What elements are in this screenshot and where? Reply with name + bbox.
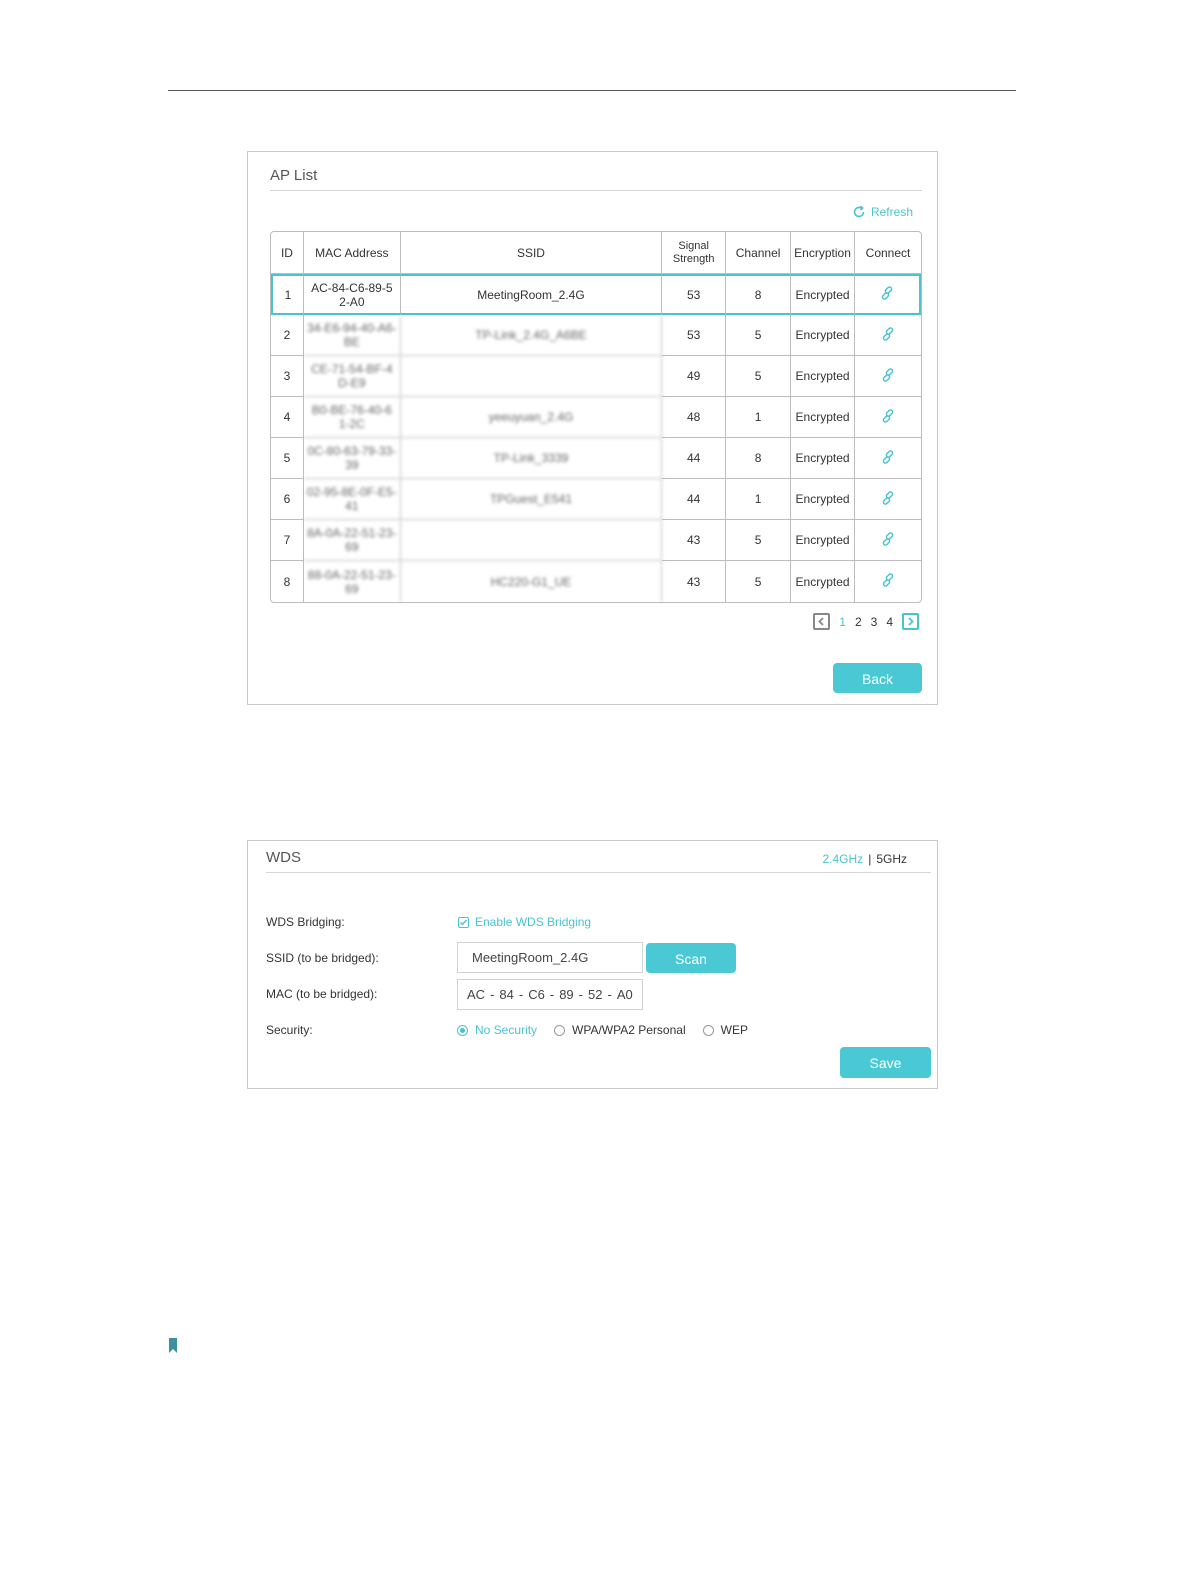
cell-encryption: Encrypted <box>791 274 855 315</box>
cell-id: 5 <box>271 438 304 479</box>
connect-link-icon[interactable] <box>879 285 895 301</box>
cell-mac <box>304 479 401 520</box>
cell-ssid: yeeuyuan_2.4G <box>401 397 662 438</box>
cell-encryption: Encrypted <box>791 397 855 438</box>
cell-signal: 53 <box>662 315 726 356</box>
bookmark-icon <box>168 1338 178 1353</box>
wds-bridging-label: WDS Bridging: <box>266 915 345 929</box>
table-row[interactable] <box>271 520 921 561</box>
cell-mac-line2: 69 <box>345 581 359 596</box>
wds-panel <box>247 840 938 1089</box>
cell-encryption: Encrypted <box>791 438 855 479</box>
connect-link-icon[interactable] <box>880 449 896 465</box>
cell-encryption: Encrypted <box>791 479 855 520</box>
wds-title-divider <box>266 872 931 873</box>
page-4[interactable]: 4 <box>886 614 893 629</box>
cell-id: 8 <box>271 561 304 602</box>
cell-mac-line2: 69 <box>345 540 359 554</box>
cell-channel: 8 <box>726 438 791 479</box>
cell-id: 1 <box>271 274 304 315</box>
refresh-button[interactable] <box>852 205 913 219</box>
chevron-right-icon <box>906 617 915 626</box>
cell-channel: 5 <box>726 561 791 602</box>
cell-id: 4 <box>271 397 304 438</box>
cell-connect <box>855 479 921 520</box>
column-header-connect: Connect <box>855 232 921 274</box>
ap-list-panel <box>247 151 938 705</box>
cell-connect <box>855 356 921 397</box>
cell-mac-line1: 8A-0A-22-51-23- <box>307 526 397 540</box>
connect-link-icon[interactable] <box>880 490 896 506</box>
mac-separator: - <box>518 987 524 1002</box>
radio-wpa-wpa2-label: WPA/WPA2 Personal <box>572 1023 686 1037</box>
column-header-mac: MAC Address <box>304 232 401 274</box>
cell-signal: 44 <box>662 479 726 520</box>
cell-signal: 43 <box>662 561 726 602</box>
cell-signal: 53 <box>662 274 726 315</box>
security-label: Security: <box>266 1023 313 1037</box>
cell-mac-line1: B0-BE-76-40-6 <box>311 403 392 417</box>
radio-wep-label: WEP <box>720 1023 748 1037</box>
cell-signal: 44 <box>662 438 726 479</box>
column-header-signal-line1: Signal <box>678 239 709 252</box>
cell-channel: 1 <box>726 397 791 438</box>
mac-segment[interactable]: 84 <box>499 987 514 1002</box>
ap-table <box>270 231 922 603</box>
ssid-label: SSID (to be bridged): <box>266 951 379 965</box>
mac-separator: - <box>490 987 495 1002</box>
cell-connect <box>855 315 921 356</box>
cell-mac <box>304 315 401 356</box>
checkmark-icon <box>459 918 468 927</box>
cell-mac-line2: D-E9 <box>338 376 366 390</box>
table-row[interactable] <box>271 561 921 602</box>
cell-mac <box>304 520 401 561</box>
security-no-security[interactable] <box>457 1023 537 1037</box>
scan-button[interactable]: Scan <box>646 943 736 973</box>
cell-ssid <box>401 520 662 561</box>
cell-id: 2 <box>271 315 304 356</box>
cell-mac-line2: BE <box>343 335 360 349</box>
cell-mac-line2: 39 <box>345 458 359 472</box>
cell-channel: 1 <box>726 479 791 520</box>
cell-channel: 5 <box>726 520 791 561</box>
column-header-id: ID <box>271 232 304 274</box>
cell-mac-line1: AC-84-C6-89-5 <box>311 280 393 295</box>
mac-separator: - <box>607 987 612 1002</box>
column-header-signal <box>662 232 726 274</box>
cell-mac-line1: 88-0A-22-51-23- <box>307 567 396 582</box>
cell-mac-line2: 41 <box>345 499 359 513</box>
cell-signal: 48 <box>662 397 726 438</box>
cell-mac <box>304 561 401 602</box>
mac-segment[interactable]: AC <box>467 987 486 1002</box>
refresh-label: Refresh <box>870 205 913 219</box>
next-page-button[interactable] <box>902 613 919 630</box>
mac-segment[interactable]: A0 <box>616 987 633 1002</box>
cell-encryption: Encrypted <box>791 520 855 561</box>
ap-list-title-divider <box>270 190 922 191</box>
security-options <box>457 1023 765 1037</box>
cell-channel: 5 <box>726 356 791 397</box>
cell-mac-line1: 0C-80-63-79-33- <box>307 444 397 458</box>
cell-ssid: MeetingRoom_2.4G <box>401 274 662 315</box>
cell-connect <box>855 520 921 561</box>
mac-separator: - <box>578 987 583 1002</box>
pagination <box>813 613 919 630</box>
cell-mac <box>304 356 401 397</box>
table-row[interactable] <box>271 438 921 479</box>
enable-wds-checkbox[interactable] <box>458 917 469 928</box>
radio-wpa-wpa2[interactable] <box>554 1025 565 1036</box>
page-3[interactable]: 3 <box>870 614 878 629</box>
column-header-signal-line2: Strength <box>672 252 715 265</box>
radio-no-security-label: No Security <box>475 1023 538 1037</box>
cell-signal: 49 <box>662 356 726 397</box>
cell-ssid: TP-Link_2.4G_A6BE <box>401 315 662 356</box>
table-row[interactable] <box>271 479 921 520</box>
cell-channel: 8 <box>726 274 791 315</box>
cell-connect <box>855 438 921 479</box>
cell-connect <box>855 274 921 315</box>
cell-mac-line2: 1-2C <box>338 417 365 431</box>
cell-mac <box>304 397 401 438</box>
band-switch <box>823 852 908 866</box>
back-button[interactable]: Back <box>833 663 922 693</box>
cell-ssid: TPGuest_E541 <box>401 479 662 520</box>
enable-wds-bridging[interactable] <box>458 915 591 929</box>
connect-link-icon[interactable] <box>880 367 896 383</box>
mac-segment[interactable]: 89 <box>559 987 574 1002</box>
connect-link-icon[interactable] <box>880 531 896 547</box>
radio-wep[interactable] <box>703 1025 714 1036</box>
cell-channel: 5 <box>726 315 791 356</box>
ssid-input[interactable] <box>457 942 643 973</box>
security-wep[interactable] <box>703 1023 748 1037</box>
security-wpa-wpa2[interactable] <box>554 1023 686 1037</box>
page-1[interactable]: 1 <box>839 614 846 629</box>
column-header-ssid: SSID <box>401 232 662 274</box>
connect-link-icon[interactable] <box>880 326 896 342</box>
band-separator: | <box>868 852 872 866</box>
cell-id: 3 <box>271 356 304 397</box>
mac-input[interactable] <box>457 979 643 1010</box>
band-5ghz-tab[interactable]: 5GHz <box>876 852 907 866</box>
radio-no-security[interactable] <box>457 1025 468 1036</box>
cell-encryption: Encrypted <box>791 561 855 602</box>
cell-mac-line2: 2-A0 <box>339 294 365 309</box>
page-header-rule <box>168 90 1016 91</box>
cell-mac <box>304 438 401 479</box>
table-row[interactable] <box>271 356 921 397</box>
table-row[interactable] <box>271 315 921 356</box>
cell-ssid <box>401 356 662 397</box>
mac-segment[interactable]: 52 <box>588 987 603 1002</box>
prev-page-button[interactable] <box>813 613 830 630</box>
cell-connect <box>855 397 921 438</box>
cell-id: 6 <box>271 479 304 520</box>
connect-link-icon[interactable] <box>880 572 896 588</box>
cell-encryption: Encrypted <box>791 315 855 356</box>
mac-segment[interactable]: C6 <box>528 987 545 1002</box>
connect-link-icon[interactable] <box>880 408 896 424</box>
wds-title: WDS <box>266 849 301 866</box>
cell-signal: 43 <box>662 520 726 561</box>
mac-label: MAC (to be bridged): <box>266 987 378 1001</box>
cell-mac-line1: CE-71-54-BF-4 <box>311 362 393 376</box>
cell-ssid: HC220-G1_UE <box>401 561 662 602</box>
cell-connect <box>855 561 921 602</box>
ap-table-header <box>271 232 921 274</box>
mac-separator: - <box>549 987 555 1002</box>
enable-wds-label: Enable WDS Bridging <box>475 915 592 929</box>
cell-ssid: TP-Link_3339 <box>401 438 662 479</box>
refresh-icon <box>852 205 866 219</box>
ap-list-title: AP List <box>270 167 318 184</box>
table-row[interactable] <box>271 274 921 315</box>
table-row[interactable] <box>271 397 921 438</box>
cell-encryption: Encrypted <box>791 356 855 397</box>
page-2[interactable]: 2 <box>854 614 862 629</box>
column-header-channel: Channel <box>726 232 791 274</box>
save-button[interactable]: Save <box>840 1047 931 1078</box>
band-24ghz-tab[interactable]: 2.4GHz <box>822 852 864 866</box>
cell-mac-line1: 02-95-8E-0F-E5- <box>306 485 397 499</box>
chevron-left-icon <box>817 617 826 626</box>
cell-mac <box>304 274 401 315</box>
cell-id: 7 <box>271 520 304 561</box>
cell-mac-line1: 34-E6-94-40-A6- <box>307 321 397 335</box>
column-header-encryption: Encryption <box>791 232 855 274</box>
